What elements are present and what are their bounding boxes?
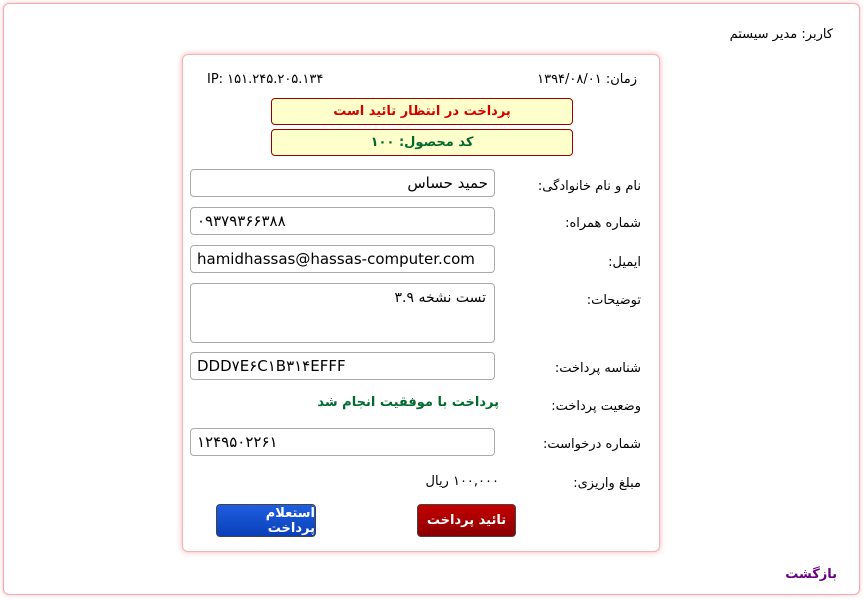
payment-status-label: وضعیت پرداخت: bbox=[551, 399, 641, 414]
full-name-field[interactable]: حمید حساس bbox=[190, 169, 495, 197]
full-name-label: نام و نام خانوادگی: bbox=[537, 179, 641, 194]
confirm-payment-button[interactable]: تائید پرداخت bbox=[417, 504, 516, 537]
mobile-label: شماره همراه: bbox=[565, 216, 641, 231]
mobile-field[interactable]: ۰۹۳۷۹۳۶۶۳۸۸ bbox=[190, 207, 495, 235]
description-textarea[interactable]: تست نشخه ۳.۹ bbox=[190, 283, 495, 343]
description-label: توضیحات: bbox=[586, 293, 641, 308]
payment-id-label: شناسه پرداخت: bbox=[554, 361, 641, 376]
back-link[interactable]: بازگشت bbox=[785, 567, 837, 582]
request-number-field[interactable]: ۱۲۴۹۵۰۲۲۶۱ bbox=[190, 428, 495, 456]
amount-label: مبلغ واریزی: bbox=[573, 476, 641, 491]
amount-value: ۱۰۰,۰۰۰ ریال bbox=[425, 474, 499, 489]
payment-id-field[interactable]: DDD۷E۶C۱B۳۱۴EFFF bbox=[190, 352, 495, 380]
product-code-banner: کد محصول: ۱۰۰ bbox=[271, 129, 573, 156]
ip-address: IP: ۱۵۱.۲۴۵.۲۰۵.۱۳۴ bbox=[207, 72, 324, 87]
payment-status-value: پرداخت با موفقیت انجام شد bbox=[317, 395, 499, 410]
payment-pending-banner: پرداخت در انتظار تائید است bbox=[271, 98, 573, 125]
email-field[interactable]: hamidhassas@hassas-computer.com bbox=[190, 245, 495, 273]
payment-details-card bbox=[182, 54, 660, 552]
current-user-label: کاربر: مدیر سیستم bbox=[729, 27, 833, 42]
timestamp: زمان: ۱۳۹۴/۰۸/۰۱ bbox=[537, 72, 637, 87]
request-number-label: شماره درخواست: bbox=[542, 437, 641, 452]
inquire-payment-button[interactable]: استعلام پرداخت bbox=[216, 504, 316, 537]
email-label: ایمیل: bbox=[608, 255, 641, 270]
